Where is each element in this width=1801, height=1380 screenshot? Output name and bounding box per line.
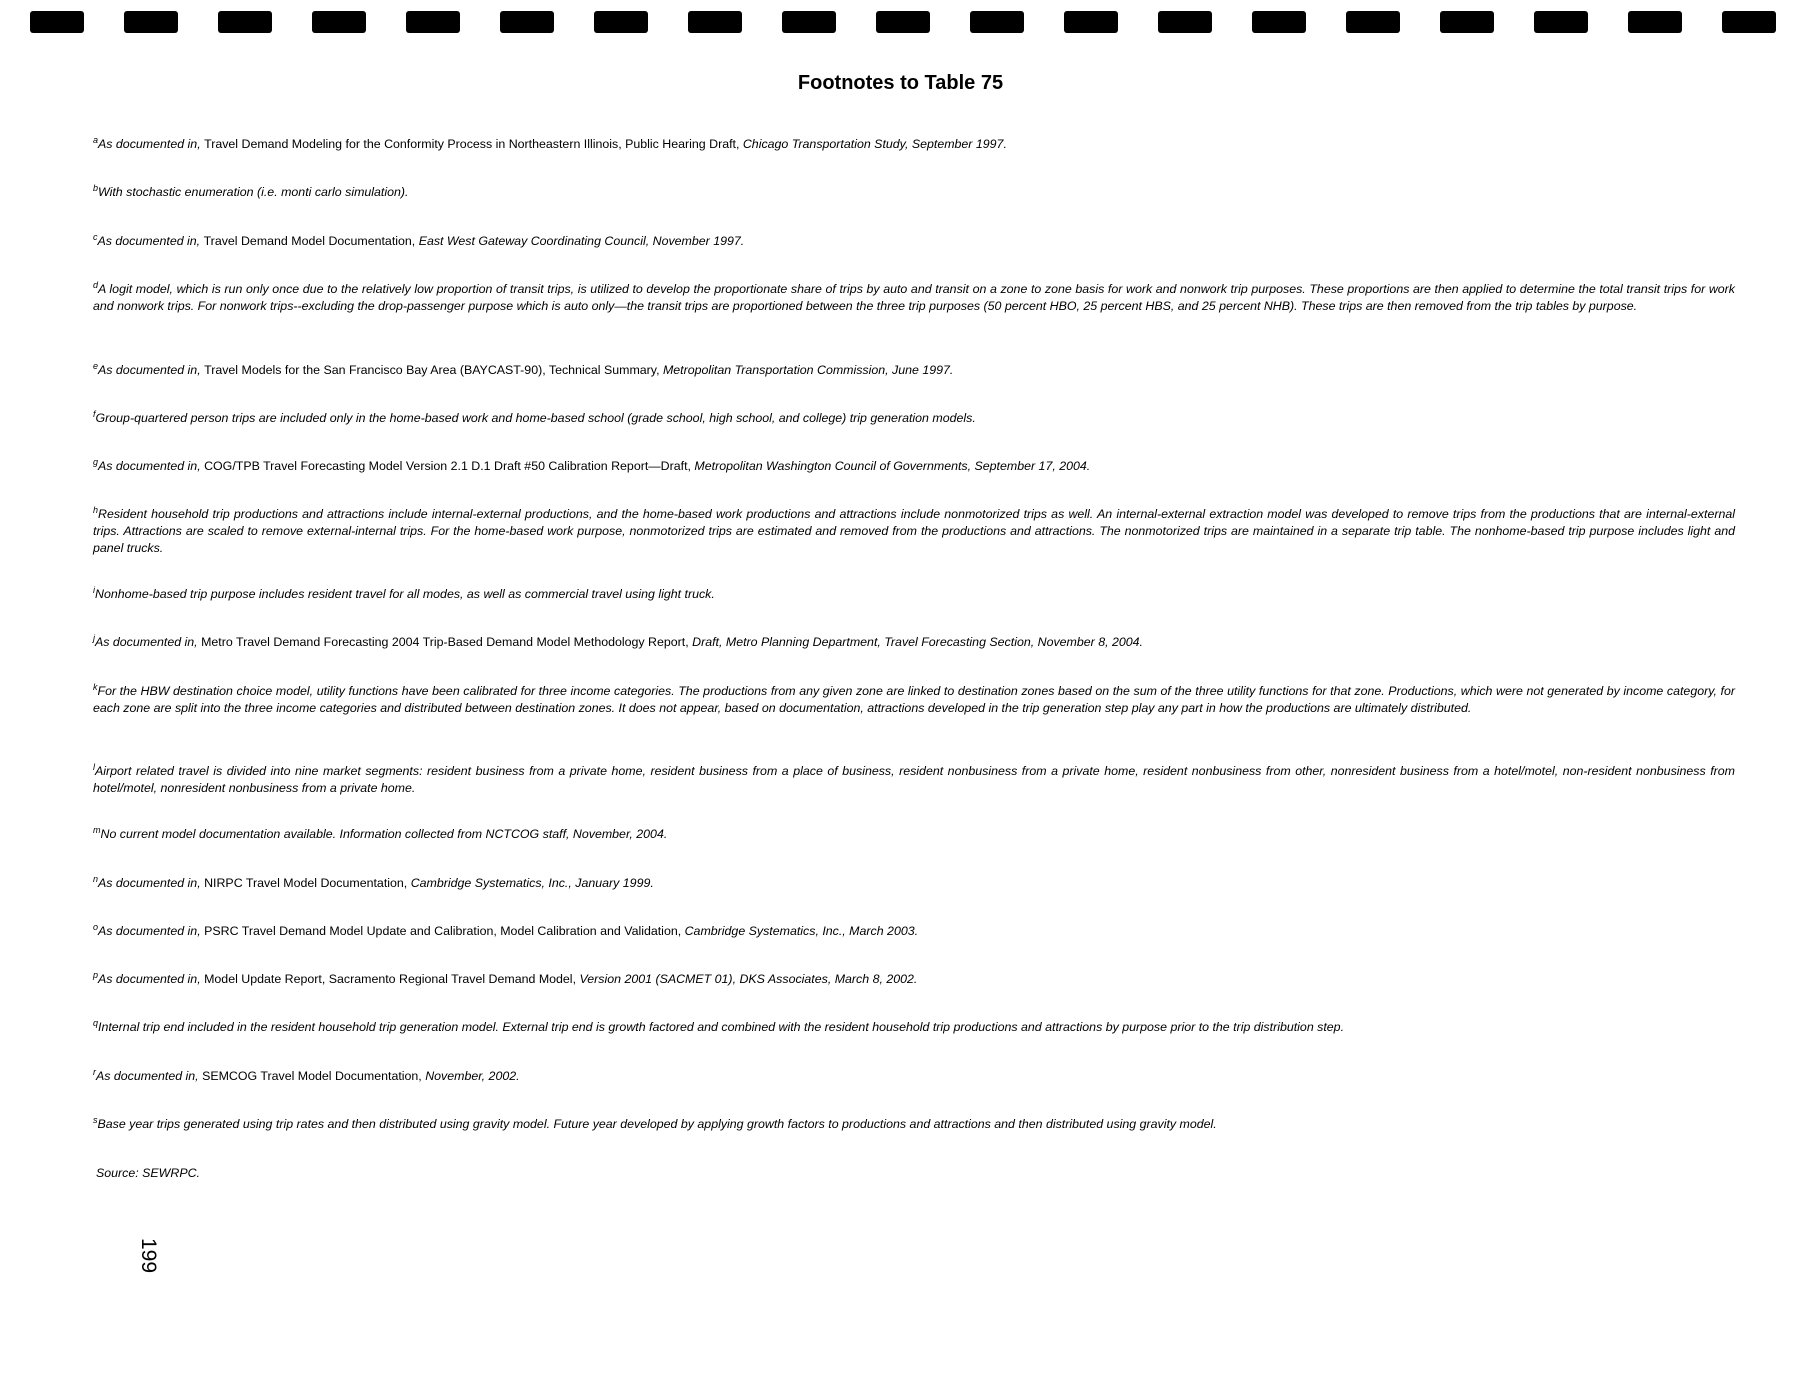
footnote-marker: d [93, 280, 99, 290]
footnote-marker: r [93, 1067, 96, 1077]
footnote-c: $^c$As documented in, Travel Demand Model Documentation, East West Gateway Coordinating Council, November 1997. [93, 232, 745, 248]
binding-holes [30, 8, 1780, 36]
binding-hole [312, 11, 366, 33]
binding-hole [1722, 11, 1776, 33]
footnote-g: $^g$As documented in, COG/TPB Travel Forecasting Model Version 2.1 D.1 Draft #50 Calibration Report—Draft, Metropolitan Washington Council of Governments, September 17, 2004. [93, 457, 1091, 473]
footnote-q: $^q$Internal trip end included in the resident household trip generation model. External trip end is growth factored and combined with the resident household trip productions and attractions by purpose prior to the trip distribution step. [93, 1018, 1345, 1034]
footnote-marker: q [93, 1018, 99, 1028]
footnote-i: $^i$Nonhome-based trip purpose includes resident travel for all modes, as well as commercial travel using light truck. [93, 585, 715, 601]
binding-hole [782, 11, 836, 33]
footnote-marker: f [93, 409, 96, 419]
footnote-marker: m [93, 825, 101, 835]
footnote-j: $^j$As documented in, Metro Travel Demand Forecasting 2004 Trip-Based Demand Model Methodology Report, Draft, Metro Planning Department, Travel Forecasting Section, November 8, 2004. [93, 633, 1144, 649]
footnote-marker: e [93, 361, 99, 371]
binding-hole [594, 11, 648, 33]
binding-hole [1252, 11, 1306, 33]
footnote-marker: j [93, 633, 95, 643]
footnote-marker: l [93, 762, 95, 772]
binding-hole [1534, 11, 1588, 33]
footnote-marker: a [93, 135, 99, 145]
footnote-marker: k [93, 682, 98, 692]
footnote-p: $^p$As documented in, Model Update Report, Sacramento Regional Travel Demand Model, Version 2001 (SACMET 01), DKS Associates, March 8, 2002. [93, 970, 918, 986]
footnote-marker: o [93, 922, 99, 932]
footnote-o: $^o$As documented in, PSRC Travel Demand Model Update and Calibration, Model Calibration and Validation, Cambridge Systematics, Inc., March 2003. [93, 922, 919, 938]
binding-hole [218, 11, 272, 33]
footnote-r: $^r$As documented in, SEMCOG Travel Model Documentation, November, 2002. [93, 1067, 520, 1083]
footnote-s: $^s$Base year trips generated using trip rates and then distributed using gravity model. Future year developed by applying growth factors to productions and attractions and then distributed using gravity model. [93, 1115, 1217, 1131]
source-note: Source: SEWRPC. [96, 1166, 200, 1180]
binding-hole [1158, 11, 1212, 33]
footnote-marker: p [93, 970, 99, 980]
binding-hole [30, 11, 84, 33]
binding-hole [1628, 11, 1682, 33]
footnote-marker: s [93, 1115, 98, 1125]
page-number: 199 [137, 1238, 160, 1274]
binding-hole [688, 11, 742, 33]
footnote-h: $^h$Resident household trip productions and attractions include internal-external productions, and the home-based work productions and attractions include nonmotorized trips as well. An internal-external extraction model was developed to remove trips from the productions that are internal-external trips. Attractions are scaled to remove external-internal trips. For the home-based work purpose, nonmotorized trips are estimated and removed from the productions and attractions. The nonmotorized trips are maintained in a separate trip table. The nonhome-based trip purpose includes light and panel trucks. [93, 505, 1735, 555]
footnote-marker: h [93, 505, 99, 515]
footnote-marker: i [93, 585, 95, 595]
footnote-k: $^k$For the HBW destination choice model, utility functions have been calibrated for three income categories. The productions from any given zone are linked to destination zones based on the sum of the three utility functions for that zone. Productions, which were not generated by income category, for each zone are split into the three income categories and distributed between destination zones. It does not appear, based on documentation, attractions developed in the trip generation step play any part in how the productions are ultimately distributed. [93, 682, 1735, 715]
footnote-marker: b [93, 183, 99, 193]
footnote-e: $^e$As documented in, Travel Models for the San Francisco Bay Area (BAYCAST-90), Technical Summary, Metropolitan Transportation Commission, June 1997. [93, 361, 954, 377]
binding-hole [1440, 11, 1494, 33]
footnote-d: $^d$A logit model, which is run only once due to the relatively low proportion of transit trips, is utilized to develop the proportionate share of trips by auto and transit on a zone to zone basis for work and nonwork trip purposes. These proportions are then applied to determine the total transit trips for work and nonwork trips. For nonwork trips--excluding the drop-passenger purpose which is auto only—the transit trips are proportioned between the three trip purposes (50 percent HBO, 25 percent HBS, and 25 percent NHB). These trips are then removed from the trip tables by purpose. [93, 280, 1735, 313]
footnote-l: $^l$Airport related travel is divided into nine market segments: resident business from a private home, resident business from a place of business, resident nonbusiness from a private home, resident nonbusiness from other, nonresident business from a hotel/motel, non-resident nonbusiness from hotel/motel, nonresident nonbusiness from a private home. [93, 762, 1735, 795]
binding-hole [406, 11, 460, 33]
footnote-marker: n [93, 874, 99, 884]
footnote-m: $^m$No current model documentation available. Information collected from NCTCOG staff, November, 2004. [93, 825, 668, 841]
binding-hole [970, 11, 1024, 33]
binding-hole [124, 11, 178, 33]
footnote-a: $^a$As documented in, Travel Demand Modeling for the Conformity Process in Northeastern Illinois, Public Hearing Draft, Chicago Transportation Study, September 1997. [93, 135, 1007, 151]
binding-hole [500, 11, 554, 33]
binding-hole [876, 11, 930, 33]
footnote-marker: g [93, 457, 99, 467]
footnote-b: $^b$With stochastic enumeration (i.e. monti carlo simulation). [93, 183, 409, 199]
footnote-n: $^n$As documented in, NIRPC Travel Model Documentation, Cambridge Systematics, Inc., January 1999. [93, 874, 654, 890]
page-title: Footnotes to Table 75 [797, 72, 1004, 94]
binding-hole [1346, 11, 1400, 33]
binding-hole [1064, 11, 1118, 33]
footnote-f: $^f$Group-quartered person trips are included only in the home-based work and home-based school (grade school, high school, and college) trip generation models. [93, 409, 976, 425]
footnote-marker: c [93, 232, 98, 242]
